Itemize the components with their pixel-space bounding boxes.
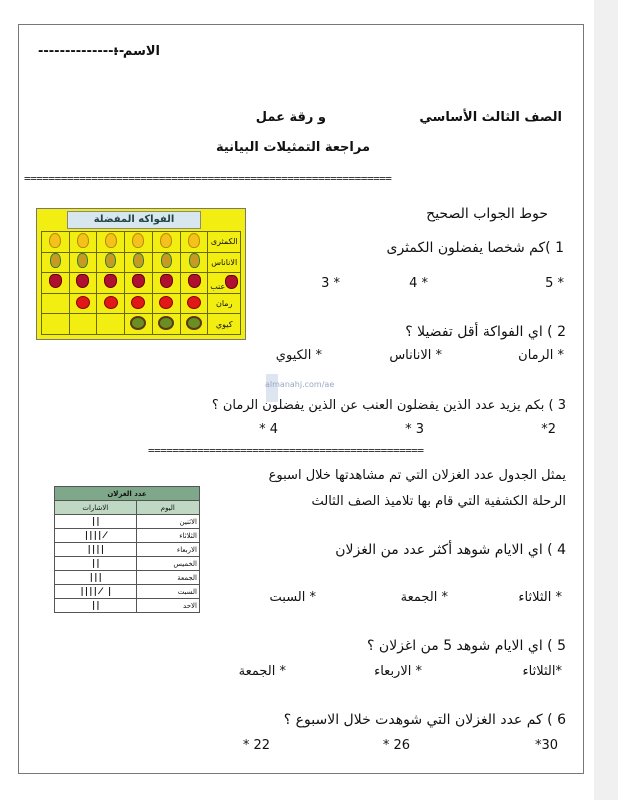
grade-label: الصف الثالث الأساسي: [419, 110, 562, 125]
gazelle-tally: ||||̸: [55, 529, 137, 543]
fruit-row-label: [208, 232, 241, 253]
fruit-cell: [42, 232, 70, 253]
fruit-cell: [124, 252, 152, 273]
pomegranate-icon: [104, 296, 118, 309]
fruit-cell: [69, 314, 97, 335]
question-6: 6 ) كم عدد الغزلان التي شوهدت خلال الاسبوع ؟: [283, 712, 566, 728]
gazelle-row: [55, 543, 200, 557]
fruit-cell: [180, 252, 208, 273]
fruit-cell: [124, 314, 152, 335]
fruit-cell: [42, 252, 70, 273]
fruit-cell: [152, 293, 180, 314]
kiwi-icon: [186, 316, 202, 330]
table-intro-1: يمثل الجدول عدد الغزلان التي تم مشاهدتها خلال اسبوع: [268, 468, 566, 483]
table-intro-2: الرحلة الكشفية التي قام بها تلاميذ الصف الثالث: [311, 494, 566, 509]
q5-option-3[interactable]: * الجمعة: [238, 664, 286, 679]
grapes-icon: [49, 274, 62, 288]
fruit-cell: [152, 273, 180, 294]
gazelle-day: الجمعة: [136, 571, 199, 585]
grapes-icon: [76, 274, 89, 288]
grapes-icon: [188, 274, 201, 288]
right-scroll-gutter: [594, 0, 618, 800]
gazelle-tally: ||: [55, 557, 137, 571]
gazelle-col-tally: الاشارات: [55, 501, 137, 515]
gazelle-tally: ||||: [55, 543, 137, 557]
pomegranate-icon: [159, 296, 173, 309]
q4-option-2[interactable]: * الجمعة: [400, 590, 448, 605]
gazelle-row: [55, 599, 200, 613]
fruit-cell: [97, 252, 125, 273]
fruit-row-label: [208, 252, 241, 273]
q3-option-2[interactable]: 3 *: [405, 422, 424, 437]
fruit-row: [42, 252, 241, 273]
q1-option-1[interactable]: * 5: [545, 276, 564, 291]
gazelle-day: الاحد: [136, 599, 199, 613]
gazelle-day: الاربعاء: [136, 543, 199, 557]
question-4: 4 ) اي الايام شوهد أكثر عدد من الغزلان: [335, 542, 566, 558]
pear-icon: [105, 233, 117, 248]
q1-option-3[interactable]: * 3: [321, 276, 340, 291]
gazelle-tally: ||: [55, 515, 137, 529]
q5-option-1[interactable]: *الثلاثاء: [522, 664, 562, 679]
q4-option-1[interactable]: * الثلاثاء: [518, 590, 562, 605]
pineapple-icon: [105, 253, 116, 268]
separator-line: ============================================================: [24, 172, 392, 185]
q2-option-3[interactable]: * الكيوي: [275, 348, 322, 363]
fruit-cell: [152, 232, 180, 253]
fruit-row-label: [208, 293, 241, 314]
gazelle-row: [55, 571, 200, 585]
gazelle-table-title: عدد الغزلان: [55, 487, 200, 501]
fruit-cell: [180, 314, 208, 335]
fruit-row: [42, 273, 241, 294]
grapes-icon: [104, 274, 117, 288]
q2-option-1[interactable]: * الرمان: [518, 348, 564, 363]
fruit-cell: [42, 314, 70, 335]
fruit-cell: [124, 232, 152, 253]
fruit-cell: [69, 232, 97, 253]
gazelle-day: الاثنين: [136, 515, 199, 529]
pineapple-icon: [50, 253, 61, 268]
q4-option-3[interactable]: * السبت: [269, 590, 316, 605]
pear-icon: [77, 233, 89, 248]
name-blank: ----------------: [38, 44, 125, 59]
watermark-text: almanahj.com/ae: [265, 380, 335, 389]
separator-line-2: =============================================: [148, 444, 424, 457]
fruit-cell: [124, 293, 152, 314]
gazelle-tally: ||: [55, 599, 137, 613]
gazelle-row: [55, 529, 200, 543]
fruit-row: [42, 232, 241, 253]
fruit-cell: [69, 293, 97, 314]
fruit-row-label: [208, 273, 241, 294]
fruit-cell: [124, 273, 152, 294]
q3-option-3[interactable]: 4 *: [259, 422, 278, 437]
fruit-cell: [97, 273, 125, 294]
question-1: 1 )كم شخصا يفضلون الكمثرى: [386, 240, 564, 256]
fruit-cell: [97, 293, 125, 314]
fruit-row: [42, 314, 241, 335]
worksheet-label: و رقة عمل: [255, 110, 326, 125]
gazelle-row: [55, 557, 200, 571]
kiwi-icon: [158, 316, 174, 330]
fruit-pictograph: [36, 208, 246, 340]
fruit-label-text: كيوي: [215, 319, 233, 329]
gazelle-tally: ||||̸ |: [55, 585, 137, 599]
fruit-cell: [152, 252, 180, 273]
page-title: مراجعة التمثيلات البيانية: [215, 140, 370, 155]
question-3: 3 ) بكم يزيد عدد الذين يفضلون العنب عن الذين يفضلون الرمان ؟: [211, 398, 566, 413]
grapes-icon: [132, 274, 145, 288]
fruit-row-label: [208, 314, 241, 335]
q6-option-2[interactable]: 26 *: [382, 738, 410, 753]
kiwi-icon: [130, 316, 146, 330]
q6-option-1[interactable]: 30*: [534, 738, 558, 753]
question-5: 5 ) اي الايام شوهد 5 من اغزلان ؟: [367, 638, 566, 654]
pear-icon: [132, 233, 144, 248]
pear-icon: [160, 233, 172, 248]
gazelle-row: [55, 585, 200, 599]
fruit-cell: [42, 273, 70, 294]
fruit-label-text: الكمثرى: [210, 237, 238, 247]
fruit-label-text: رمان: [215, 299, 233, 309]
gazelle-col-day: اليوم: [136, 501, 199, 515]
grapes-icon: [225, 275, 238, 289]
pineapple-icon: [161, 253, 172, 268]
grapes-icon: [160, 274, 173, 288]
gazelle-day: السبت: [136, 585, 199, 599]
fruit-chart-title: الفواكه المفضلة: [67, 211, 201, 229]
q5-option-2[interactable]: * الاربعاء: [374, 664, 422, 679]
fruit-cell: [180, 293, 208, 314]
name-label: الاسم :: [113, 44, 160, 59]
fruit-cell: [180, 273, 208, 294]
fruit-label-text: الاناناس: [211, 257, 238, 267]
gazelle-tally-table: [54, 486, 200, 613]
fruit-cell: [97, 232, 125, 253]
fruit-cell: [69, 252, 97, 273]
fruit-cell: [152, 314, 180, 335]
fruit-cell: [180, 232, 208, 253]
q3-option-1[interactable]: 2*: [541, 422, 556, 437]
pear-icon: [188, 233, 200, 248]
gazelle-day: الثلاثاء: [136, 529, 199, 543]
gazelle-day: الخميس: [136, 557, 199, 571]
instruction-text: حوط الجواب الصحيح: [426, 206, 548, 222]
gazelle-row: [55, 515, 200, 529]
fruit-grid: [41, 231, 241, 335]
q6-option-3[interactable]: 22 *: [242, 738, 270, 753]
pineapple-icon: [189, 253, 200, 268]
question-2: 2 ) اي الفواكة أقل تفضيلا ؟: [405, 324, 566, 340]
pomegranate-icon: [187, 296, 201, 309]
gazelle-tally: |||: [55, 571, 137, 585]
fruit-label-text: عنب: [210, 281, 226, 291]
q2-option-2[interactable]: * الاناناس: [389, 348, 442, 363]
pear-icon: [49, 233, 61, 248]
pineapple-icon: [77, 253, 88, 268]
fruit-cell: [97, 314, 125, 335]
pineapple-icon: [133, 253, 144, 268]
q1-option-2[interactable]: * 4: [409, 276, 428, 291]
fruit-cell: [42, 293, 70, 314]
fruit-cell: [69, 273, 97, 294]
pomegranate-icon: [76, 296, 90, 309]
pomegranate-icon: [131, 296, 145, 309]
fruit-row: [42, 293, 241, 314]
